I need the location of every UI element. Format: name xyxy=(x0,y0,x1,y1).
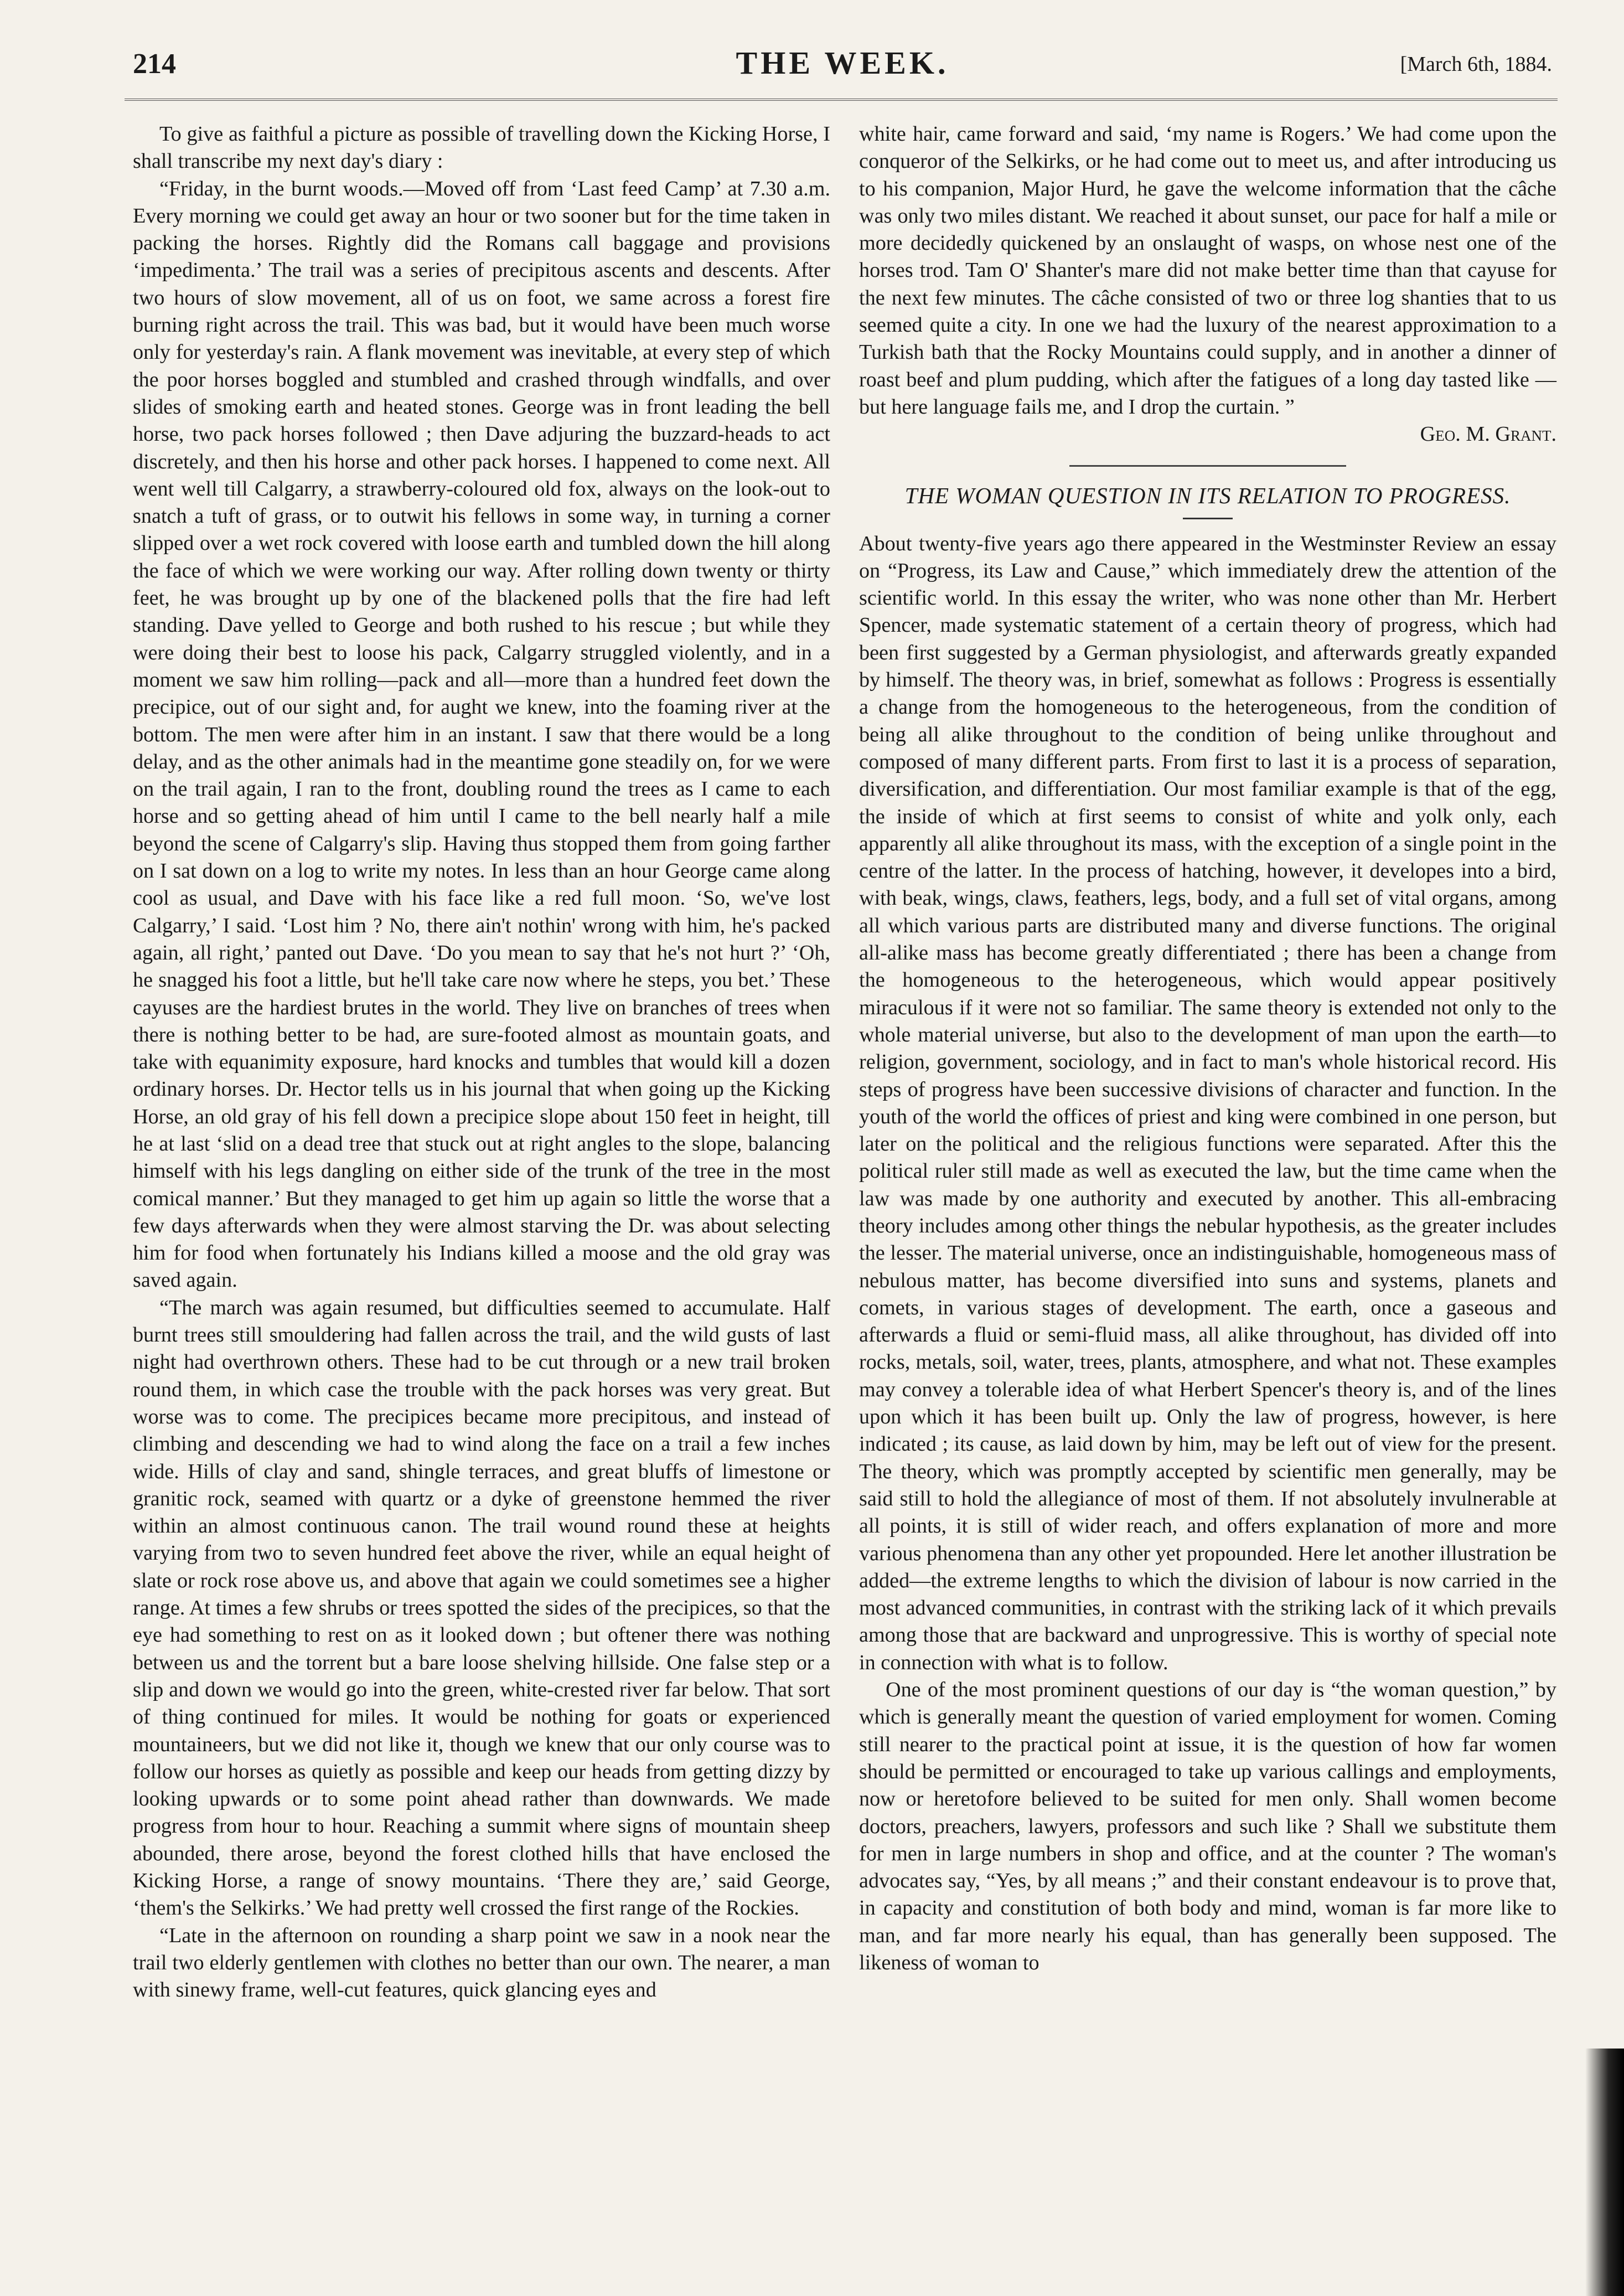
section-divider xyxy=(1069,465,1346,467)
journal-title: THE WEEK. xyxy=(736,45,949,81)
diary-paragraph: “The march was again resumed, but difficulties seemed to accumulate. Half burnt trees still smouldering had fallen across the trail, and the wild gusts of last night had overthrown others. These had to be cut through or a new trail broken round them, in which case the trouble with the pack horses was very great. But worse was to come. The precipices became more precipitous, and instead of climbing and descending we had to wind along the face on a trail a few inches wide. Hills of clay and sand, shingle terraces, and great bluffs of limestone or granitic rock, seamed with quartz or a dyke of greenstone hemmed the river within an almost continuous canon. The trail wound round these at heights varying from two to seven hundred feet above the river, while an equal height of slate or rock rose above us, and above that again we could sometimes see a higher range. At times a few shrubs or trees spotted the sides of the precipices, so that the eye had something to rest on as it looked down ; but oftener there was nothing between us and the torrent but a bare loose shelving hillside. One false step or a slip and down we would go into the green, white-crested river far below. That sort of thing continued for miles. It would be nothing for goats or experienced mountaineers, but we did not like it, though we knew that our only course was to follow our horses as quietly as possible and keep our heads from getting dizzy by looking upwards or to some point ahead rather than downwards. We made progress from hour to hour. Reaching a summit where signs of mountain sheep abounded, there arose, beyond the forest clothed hills that have enclosed the Kicking Horse, a range of snowy mountains. ‘There they are,’ said George, ‘them's the Selkirks.’ We had pretty well crossed the first range of the Rockies. xyxy=(133,1296,830,1920)
left-column xyxy=(133,121,830,2004)
page-number: 214 xyxy=(133,48,176,80)
diary-paragraph: “Friday, in the burnt woods.—Moved off from ‘Last feed Camp’ at 7.30 a.m. Every morning we could get away an hour or two sooner but for the time taken in packing the horses. Rightly did the Romans call baggage and provisions ‘impedimenta.’ The trail was a series of precipitous ascents and descents. After two hours of slow movement, all of us on foot, we same across a forest fire burning right across the trail. This was bad, but it would have been much worse only for yesterday's rain. A flank movement was inevitable, at every step of which the poor horses boggled and stumbled and crashed through windfalls, and over slides of smoking earth and heated stones. George was in front leading the bell horse, two pack horses followed ; then Dave adjuring the buzzard-heads to act discretely, and then his horse and other pack horses. I happened to come next. All went well till Calgarry, a strawberry-coloured old fox, always on the look-out to snatch a tuft of grass, or to outwit his fellows in some way, in turning a corner slipped over a wet rock covered with loose earth and tumbled down the hill along the face of which we were working our way. After rolling down twenty or thirty feet, he was brought up by one of the blackened polls that the fire had left standing. Dave yelled to George and both rushed to his rescue ; but while they were doing their best to loose his pack, Calgarry struggled violently, and in a moment we saw him rolling—pack and all—more than a hundred feet down the precipice, out of our sight and, for aught we knew, into the foaming river at the bottom. The men were after him in an instant. I saw that there would be a long delay, and as the other animals had in the meantime gone steadily on, for we were on the trail again, I ran to the front, doubling round the trees as I came to each horse and so getting ahead of him until I came to the bell nearly half a mile beyond the scene of Calgarry's slip. Having thus stopped them from going farther on I sat down on a log to write my notes. In less than an hour George came along cool as usual, and Dave with his face like a red full moon. ‘So, we've lost Calgarry,’ I said. ‘Lost him ? No, there ain't nothin' wrong with him, he's packed again, all right,’ panted out Dave. ‘Do you mean to say that he's not hurt ?’ ‘Oh, he snagged his foot a little, but he'll take care now where he steps, you bet.’ These cayuses are the hardiest brutes in the world. They live on branches of trees when there is nothing better to be had, are sure-footed almost as mountain goats, and take with equanimity exposure, hard knocks and tumbles that would kill a dozen ordinary horses. Dr. Hector tells us in his journal that when going up the Kicking Horse, an old gray of his fell down a precipice slope about 150 feet in height, till he at last ‘slid on a dead tree that stuck out at right angles to the slope, balancing himself with his legs dangling on either side of the trunk of the tree in the most comical manner.’ But they managed to get him up again so little the worse that a few days afterwards when they were almost starving the Dr. was about selecting him for food when fortunately his Indians killed a moose and the old gray was saved again. xyxy=(133,177,830,1292)
article-paragraph: About twenty-five years ago there appeared in the Westminster Review an essay on “Progress, its Law and Cause,” which immediately drew the attention of the scientific world. In this essay the writer, who was none other than Mr. Herbert Spencer, made systematic statement of a certain theory of progress, which had been first suggested by a German physiologist, and afterwards greatly expanded by himself. The theory was, in brief, somewhat as follows : Progress is essentially a change from the homogeneous to the heterogeneous, from the condition of being all alike throughout to the condition of being unlike throughout and composed of many different parts. From first to last it is a process of separation, diversification, and differentiation. Our most familiar example is that of the egg, the inside of which at first seems to consist of white and yolk only, each apparently all alike throughout its mass, with the exception of a single point in the centre of the latter. In the process of hatching, however, it developes into a bird, with beak, wings, claws, feathers, legs, body, and a full set of vital organs, among all which various parts are distributed many and diverse functions. The original all-alike mass has become greatly differentiated ; there has been a change from the homogeneous to the heterogeneous, which would appear positively miraculous if it were not so familiar. The same theory is extended not only to the whole material universe, but also to the development of man upon the earth—to religion, government, sociology, and in fact to man's whole historical record. His steps of progress have been successive divisions of character and function. In the youth of the world the offices of priest and king were combined in one person, but later on the political and the religious functions were separated. After this the political ruler still made as well as executed the law, but the time came when the law was made by one authority and executed by another. This all-embracing theory includes among other things the nebular hypothesis, as the greater includes the lesser. The material universe, once an indistinguishable, homogeneous mass of nebulous matter, has become diversified into suns and systems, planets and comets, in various stages of development. The earth, once a gaseous and afterwards a fluid or semi-fluid mass, all alike throughout, has divided off into rocks, metals, soil, water, trees, plants, atmosphere, and what not. These examples may convey a tolerable idea of what Herbert Spencer's theory is, and of the lines upon which it has been built up. Only the law of progress, however, is here indicated ; its cause, as laid down by him, may be left out of view for the present. The theory, which was promptly accepted by scientific men generally, may be said still to hold the allegiance of most of them. If not absolutely invulnerable at all points, it is still of wider reach, and offers explanation of more and more various phenomena than any other yet propounded. Here let another illustration be added—the extreme lengths to which the division of labour is now carried in the most advanced communities, in contrast with the striking lack of it which prevails among those that are backward and unprogressive. This is worthy of special note in connection with what is to follow. xyxy=(859,532,1556,1674)
page-edge-shadow xyxy=(1585,2049,1624,2296)
right-column xyxy=(859,121,1556,1977)
article-paragraph: One of the most prominent questions of our day is “the woman question,” by which is generally meant the question of varied employment for women. Coming still nearer to the practical point at issue, it is the question of how far women should be permitted or encouraged to take up various callings and employments, now or heretofore believed to be suited for men only. Shall women become doctors, preachers, lawyers, professors and such like ? Shall we substitute them for men in large numbers in shop and office, and at the counter ? The woman's advocates say, “Yes, by all means ;” and their constant endeavour is to prove that, in capacity and constitution of both body and mind, woman is far more like to man, and far more nearly his equal, than has generally been supposed. The likeness of woman to xyxy=(859,1678,1556,1974)
intro-paragraph: To give as faithful a picture as possible of travelling down the Kicking Horse, I shall transcribe my next day's diary : xyxy=(133,122,830,173)
signature-text: Geo. M. Grant. xyxy=(1420,422,1556,446)
page-header xyxy=(133,44,1552,89)
title-rule xyxy=(1183,518,1233,519)
diary-paragraph: “Late in the afternoon on rounding a sharp point we saw in a nook near the trail two elderly gentlemen with clothes no better than our own. The nearer, a man with sinewy frame, well-cut features, quick glancing eyes and xyxy=(133,1923,830,2002)
diary-continuation: white hair, came forward and said, ‘my name is Rogers.’ We had come upon the conqueror of the Selkirks, or he had come out to meet us, and after introducing us to his companion, Major Hurd, he gave the welcome information that the câche was only two miles distant. We reached it about sunset, our pace for half a mile or more decidedly quickened by an onslaught of wasps, on whose nest one of the horses trod. Tam O' Shanter's mare did not make better time than that cayuse for the next few minutes. The câche consisted of two or three log shanties that to us seemed quite a city. In one we had the luxury of the nearest approximation to a Turkish bath that the Rocky Mountains could supply, and in another a dinner of roast beef and plum pudding, which after the fatigues of a long day tasted like —but here language fails me, and I drop the curtain. ” xyxy=(859,122,1556,419)
author-signature xyxy=(859,421,1556,448)
issue-date: [March 6th, 1884. xyxy=(1400,53,1552,76)
article-title: THE WOMAN QUESTION IN ITS RELATION TO PROGRESS. xyxy=(904,482,1511,508)
header-rule xyxy=(125,99,1558,101)
